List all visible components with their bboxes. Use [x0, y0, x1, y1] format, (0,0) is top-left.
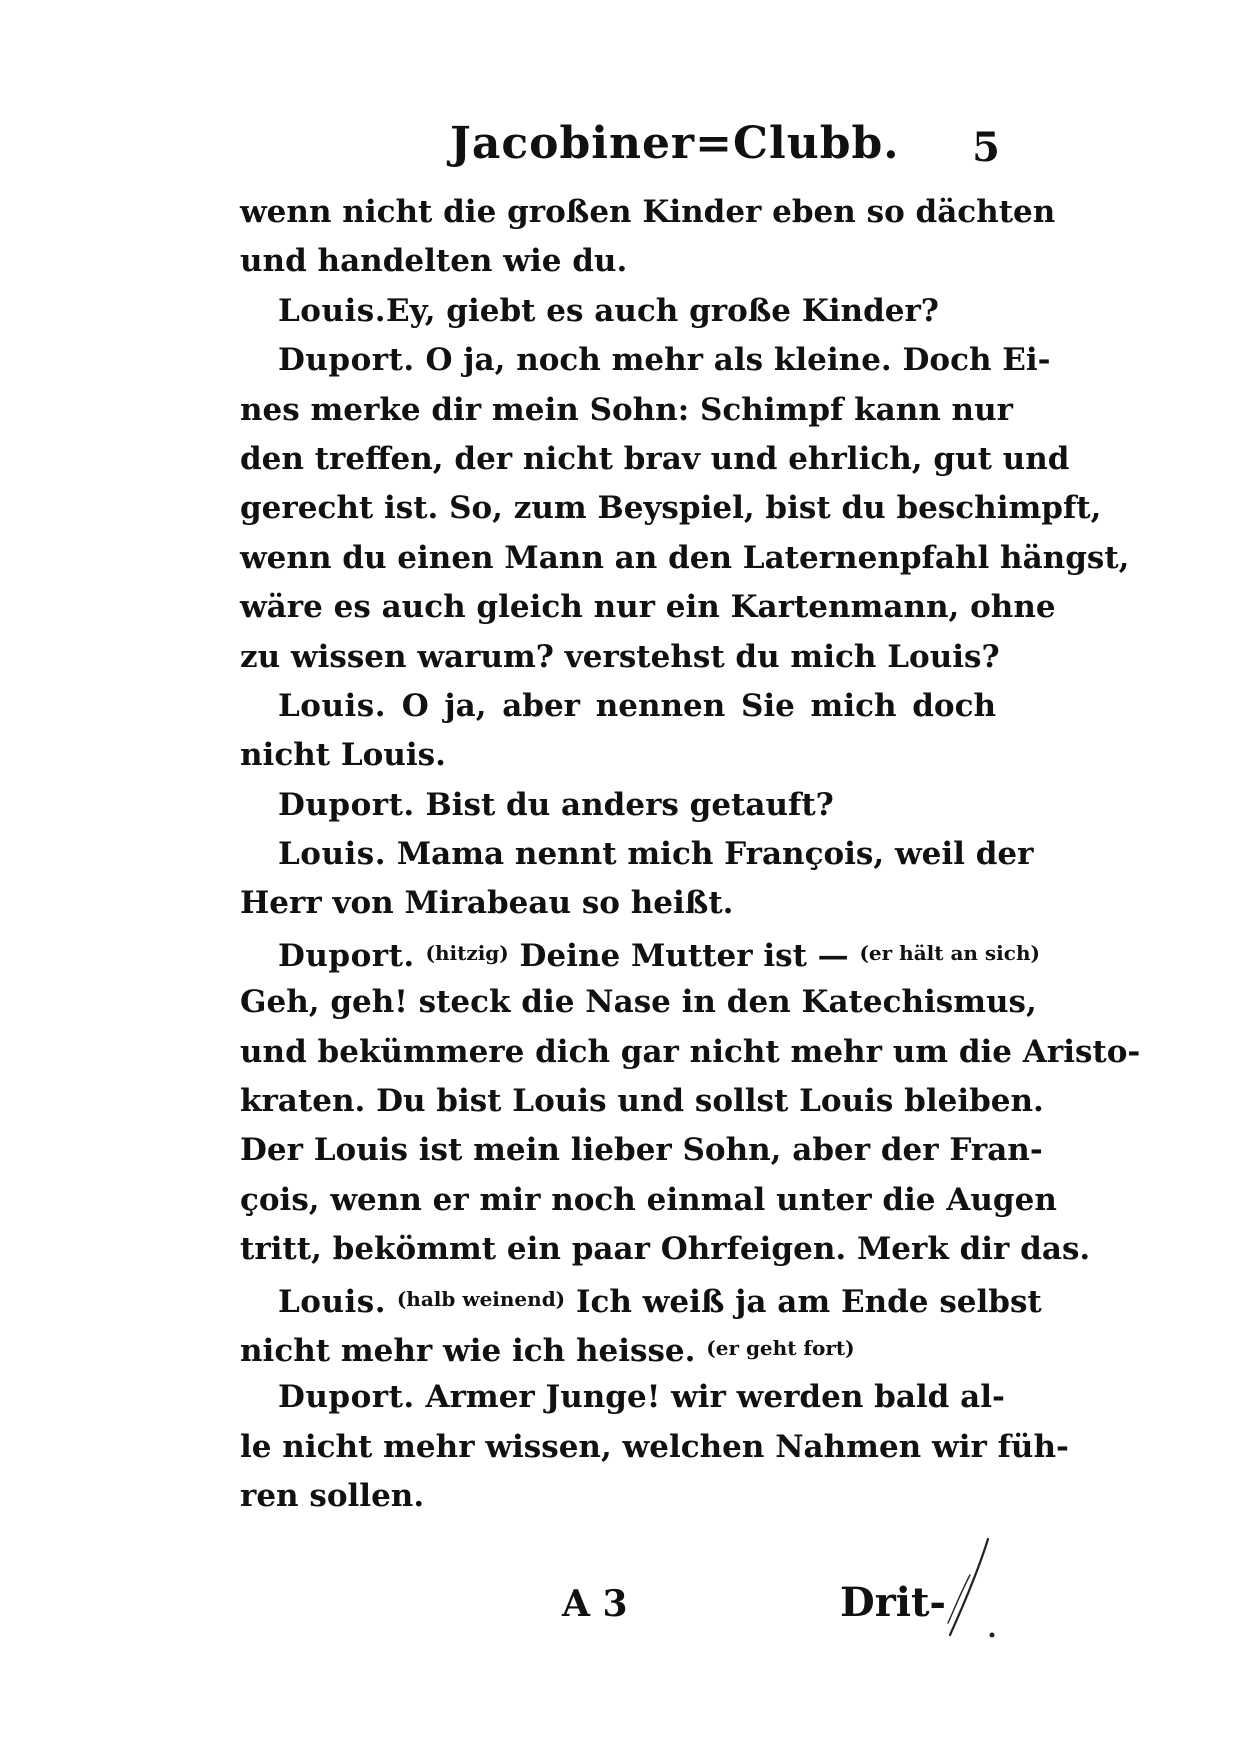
- speaker-name: Louis.: [278, 1283, 387, 1320]
- line-text: gerecht ist. So, zum Beyspiel, bist du beschimpft,: [240, 490, 1102, 527]
- line-text: O ja, noch mehr als kleine. Doch Ei-: [414, 342, 1051, 379]
- text-line: [240, 237, 996, 286]
- speaker-name: Louis.: [278, 836, 387, 873]
- line-text: Deine Mutter ist —: [508, 937, 860, 974]
- line-text: tritt, bekömmt ein paar Ohrfeigen. Merk dir das.: [240, 1231, 1091, 1268]
- speaker-name: Louis.: [278, 687, 387, 724]
- text-line: [240, 435, 1070, 484]
- line-text: wäre es auch gleich nur ein Kartenmann, ohne: [240, 589, 1056, 626]
- line-text: [386, 1284, 397, 1320]
- text-line: [240, 1077, 1044, 1126]
- line-text: çois, wenn er mir noch einmal unter die Augen: [240, 1181, 1057, 1218]
- body-text: [240, 188, 1141, 1522]
- text-line: [240, 731, 996, 780]
- page-footer: [240, 1575, 1000, 1645]
- signature-mark: A 3: [562, 1583, 628, 1625]
- speaker-name: Duport.: [278, 786, 415, 823]
- text-line: [240, 781, 996, 830]
- text-line: [240, 1275, 1042, 1324]
- stage-direction: (halb weinend): [396, 1286, 566, 1311]
- text-line: [240, 1176, 1057, 1225]
- text-line: [240, 682, 996, 731]
- text-line: [240, 484, 1102, 533]
- stage-direction: (er hält an sich): [859, 940, 1040, 965]
- line-text: und bekümmere dich gar nicht mehr um die Aristo-: [240, 1033, 1141, 1070]
- stage-direction: (er geht fort): [706, 1335, 855, 1360]
- text-line: [240, 1373, 1005, 1422]
- text-line: [240, 1028, 1141, 1077]
- text-line: [240, 1225, 1091, 1274]
- stage-direction: (hitzig): [425, 940, 509, 965]
- running-title: Jacobiner=Clubb.: [450, 118, 900, 169]
- text-line: [240, 336, 1051, 385]
- line-text: wenn nicht die großen Kinder eben so dächten: [240, 194, 1056, 230]
- line-text: kraten. Du bist Louis und sollst Louis bleiben.: [240, 1083, 1044, 1120]
- line-text: wenn du einen Mann an den Laternenpfahl hängst,: [240, 539, 1130, 576]
- speaker-name: Duport.: [278, 1379, 415, 1416]
- text-line: [240, 386, 1013, 435]
- line-text: Mama nennt mich François, weil der: [386, 836, 1034, 873]
- text-line: [240, 1423, 1069, 1472]
- line-text: nes merke dir mein Sohn: Schimpf kann nur: [240, 391, 1013, 428]
- text-line: [240, 929, 1040, 978]
- text-line: [240, 1324, 996, 1373]
- line-text: nicht mehr wie ich heisse.: [240, 1332, 707, 1369]
- line-text: Ich weiß ja am Ende selbst: [565, 1283, 1042, 1320]
- speaker-name: Duport.: [278, 342, 415, 379]
- page-header: [240, 118, 1000, 178]
- line-text: Bist du anders getauft?: [414, 786, 834, 823]
- line-text: nicht Louis.: [240, 737, 446, 774]
- text-line: [240, 188, 1056, 237]
- pen-stroke-mark: [940, 1535, 1000, 1645]
- text-line: [240, 583, 1056, 632]
- line-text: Herr von Mirabeau so heißt.: [240, 885, 734, 922]
- line-text: den treffen, der nicht brav und ehrlich, gut und: [240, 440, 1070, 477]
- page-number: 5: [972, 124, 1000, 171]
- text-line: [240, 978, 1037, 1027]
- text-line: [240, 287, 996, 336]
- speaker-name: Duport.: [278, 937, 415, 974]
- text-line: [240, 1472, 996, 1521]
- line-text: Ey, giebt es auch große Kinder?: [386, 292, 939, 329]
- line-text: ren sollen.: [240, 1478, 425, 1515]
- catchword: Drit-: [840, 1579, 947, 1626]
- speaker-name: Louis.: [278, 292, 387, 329]
- text-line: [240, 534, 1130, 583]
- text-line: [240, 1126, 1043, 1175]
- line-text: [415, 938, 426, 974]
- line-text: Der Louis ist mein lieber Sohn, aber der Fran-: [240, 1132, 1043, 1169]
- text-line: [240, 633, 1000, 682]
- line-text: O ja, aber nennen Sie mich doch: [386, 687, 996, 724]
- line-text: le nicht mehr wissen, welchen Nahmen wir füh-: [240, 1428, 1069, 1465]
- line-text: und handelten wie du.: [240, 243, 628, 280]
- line-text: Geh, geh! steck die Nase in den Katechismus,: [240, 984, 1037, 1021]
- text-line: [240, 830, 1034, 879]
- text-line: [240, 879, 996, 928]
- line-text: zu wissen warum? verstehst du mich Louis?: [240, 638, 1000, 675]
- line-text: Armer Junge! wir werden bald al-: [414, 1379, 1005, 1416]
